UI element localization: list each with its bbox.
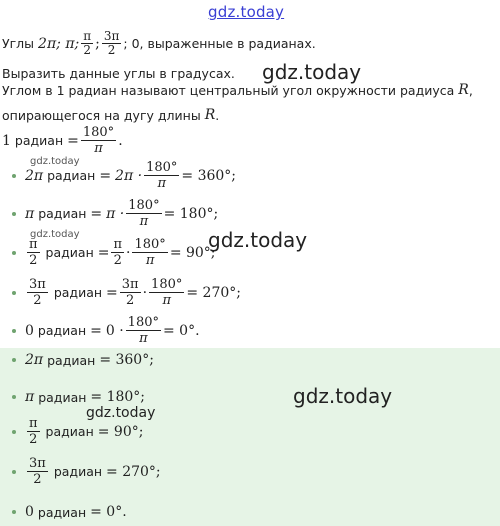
theory-comma: , (468, 82, 473, 98)
task-frac-pi-2: $\frac{\pi}{2}$ (83, 29, 92, 57)
answer-row-3: $\frac{\pi}{2}$ радиан = 90°; (12, 416, 143, 447)
bullet (12, 212, 16, 216)
watermark-2: gdz.today (208, 228, 308, 252)
task-frac-3pi-2: $\frac{3\pi}{2}$ (103, 29, 120, 57)
answer-row-5: 0 радиан = 0°. (12, 504, 127, 520)
formula-one: 1 (2, 132, 11, 149)
formula-end: . (118, 132, 123, 149)
theory-dot: . (215, 107, 220, 123)
bullet (12, 430, 16, 434)
solution-row-3: $\frac{\pi}{2}$ радиан = $\frac{\pi}{2}$ · $\frac{180^\circ}{\pi}$ = 90°; (12, 237, 216, 268)
bullet (12, 291, 16, 295)
solution-row-5: 0 радиан = 0 · $\frac{180^\circ}{\pi}$ = 0°. (12, 315, 200, 346)
bullet (12, 251, 16, 255)
theory-line-1 (2, 82, 473, 98)
answer-row-2: π радиан = 180°; (12, 389, 145, 405)
task-angles: 2π; π; (38, 35, 80, 52)
bullet (12, 470, 16, 474)
theory-R: R (458, 82, 469, 98)
solution-row-4: $\frac{3\pi}{2}$ радиан = $\frac{3\pi}{2}$ · $\frac{180^\circ}{\pi}$ = 270°; (12, 277, 241, 308)
task-prefix: Углы (2, 36, 35, 51)
bullet (12, 174, 16, 178)
formula-radian-word: радиан (14, 133, 64, 148)
formula-frac: $\frac{180^\circ}{\pi}$ (82, 125, 115, 156)
watermark-1: gdz.today (262, 60, 362, 84)
answer-row-4: $\frac{3\pi}{2}$ радиан = 270°; (12, 456, 161, 487)
watermark-top: gdz.today (208, 3, 285, 21)
watermark-3: gdz.today (293, 384, 393, 408)
watermark-small-2: gdz.today (30, 229, 80, 240)
theory-formula (2, 125, 123, 156)
theory-line-2 (2, 107, 219, 123)
solution-row-1: 2π радиан = 2π · $\frac{180^\circ}{\pi}$ = 360°; (12, 160, 236, 191)
theory-R-2: R (204, 107, 216, 123)
theory-text-2: опирающегося на дугу длины (2, 107, 201, 123)
watermark-small-1: gdz.today (30, 156, 80, 167)
formula-eq: = (67, 132, 79, 149)
theory-text-1: Углом в 1 радиан называют центральный угол окружности радиуса (2, 82, 455, 98)
answer-row-1: 2π радиан = 360°; (12, 352, 154, 368)
bullet (12, 329, 16, 333)
bullet (12, 395, 16, 399)
solution-row-2: π радиан = π · $\frac{180^\circ}{\pi}$ = 180°; (12, 198, 218, 229)
bullet (12, 510, 16, 514)
task-suffix: ; 0, выраженные в радианах. (123, 36, 316, 51)
bullet (12, 358, 16, 362)
task-line-2: Выразить данные углы в градусах. (2, 66, 235, 81)
watermark-small-3: gdz.today (86, 405, 156, 421)
task-line-1: Углы 2π; π; $\frac{\pi}{2}$ ; $\frac{3\pi}{2}$ ; 0, выраженные в радианах. (2, 29, 316, 57)
